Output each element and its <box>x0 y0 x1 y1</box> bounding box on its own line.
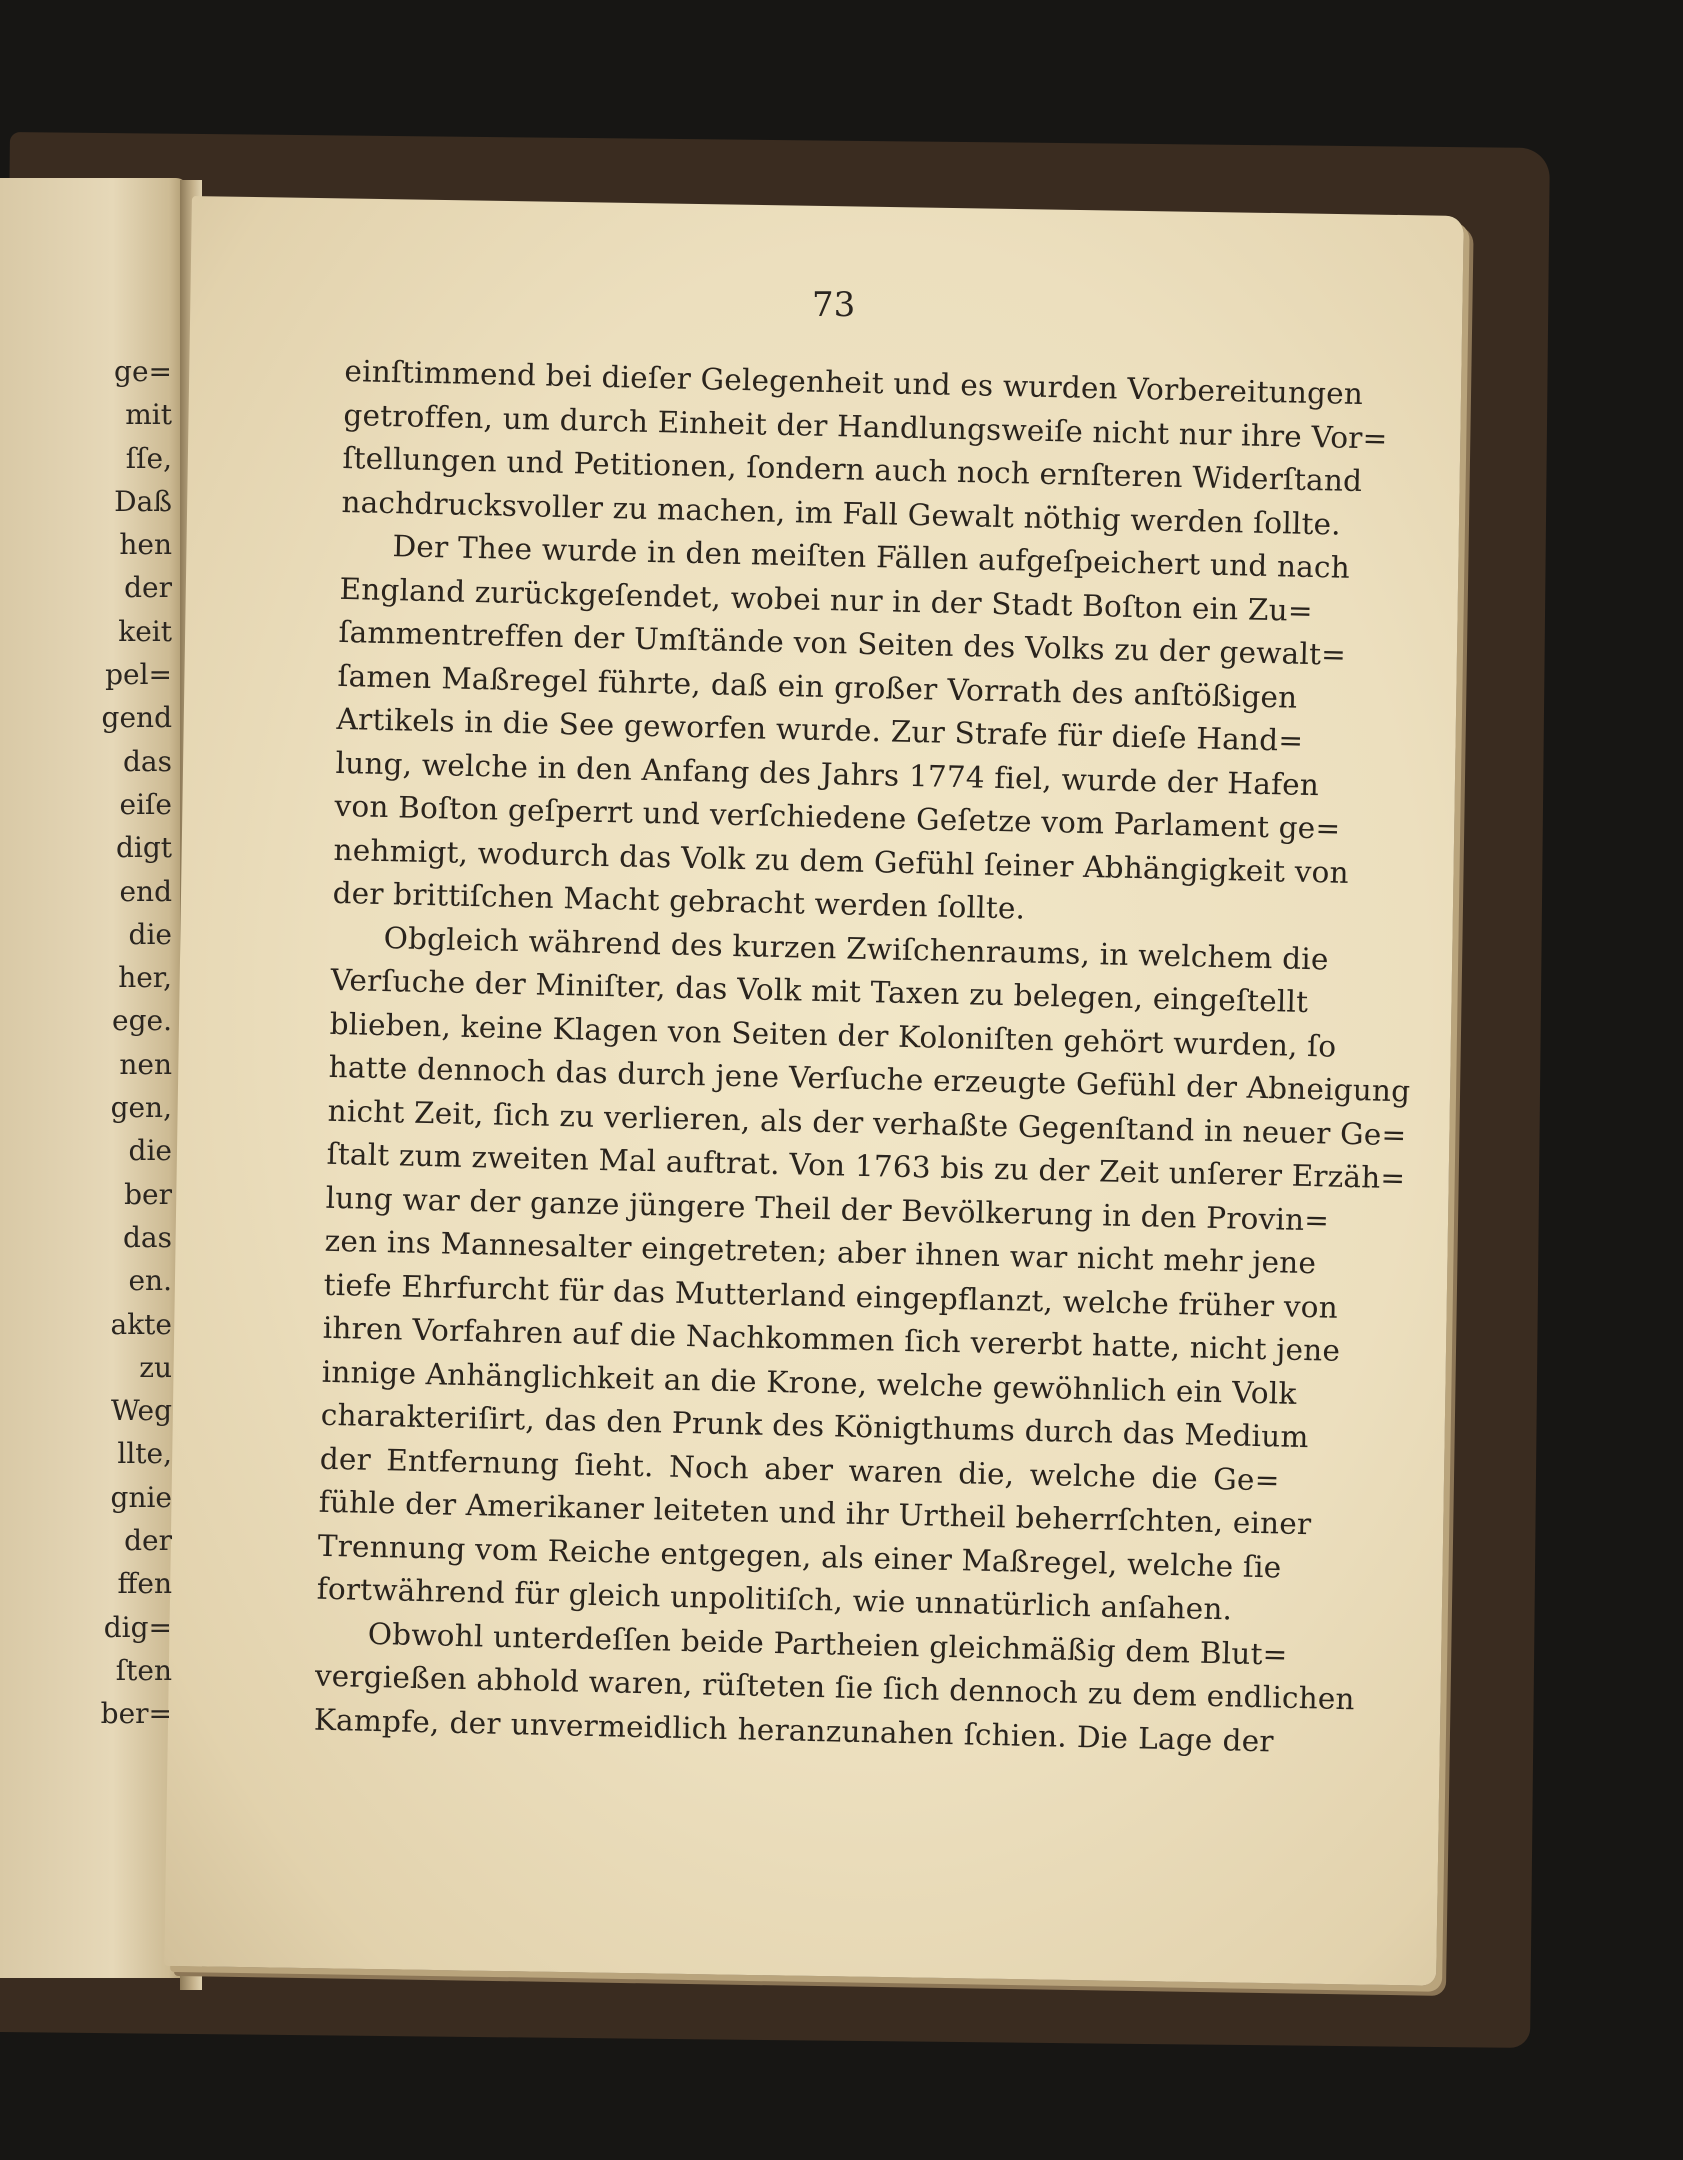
text-line: England zurückgeſendet, wobei nur in der Stadt Boſton ein Zu= <box>339 571 1314 628</box>
left-line: ſſe, <box>125 441 172 475</box>
page-number: 73 <box>812 285 856 325</box>
left-line: ge= <box>114 355 172 388</box>
left-page-text <box>0 350 176 1736</box>
text-line: der Entfernung ſieht. Noch aber waren die, welche die Ge= <box>319 1441 1280 1497</box>
left-line: die <box>128 1134 172 1168</box>
text-line: vergießen abhold waren, rüſteten ſie ſich dennoch zu dem endlichen <box>314 1658 1356 1717</box>
left-line: das <box>123 1220 172 1254</box>
left-line: ber <box>124 1177 172 1211</box>
left-line: ber= <box>100 1697 172 1731</box>
text-line: innige Anhänglichkeit an die Krone, welche gewöhnlich ein Volk <box>321 1354 1297 1411</box>
left-line: akte <box>110 1307 172 1341</box>
text-line: ſtalt zum zweiten Mal auftrat. Von 1763 bis zu der Zeit unſerer Erzäh= <box>326 1136 1406 1196</box>
text-line: ſamen Maßregel führte, daß ein großer Vorrath des anſtößigen <box>337 658 1298 715</box>
left-line: zu <box>139 1350 172 1384</box>
left-line: gend <box>101 701 172 735</box>
text-line: Trennung vom Reiche entgegen, als einer Maßregel, welche ſie <box>317 1528 1282 1585</box>
left-line: Weg <box>111 1394 172 1428</box>
text-line: blieben, keine Klagen von Seiten der Koloniſten gehört wurden, ſo <box>329 1006 1337 1064</box>
text-line: nicht Zeit, ſich zu verlieren, als der verhaßte Gegenſtand in neuer Ge= <box>327 1093 1407 1152</box>
text-line: lung war der ganze jüngere Theil der Bevölkerung in den Provin= <box>325 1180 1330 1238</box>
left-line: ege. <box>112 1004 172 1038</box>
text-line: einſtimmend bei dieſer Gelegenheit und es wurden Vorbereitungen <box>344 353 1364 412</box>
left-line: en. <box>128 1264 172 1298</box>
left-line: dig= <box>103 1610 172 1644</box>
left-line: der <box>124 1524 172 1558</box>
text-line: nehmigt, wodurch das Volk zu dem Gefühl ſeiner Abhängigkeit von <box>333 832 1350 890</box>
left-line: die <box>128 917 172 951</box>
left-line: Daß <box>114 484 172 518</box>
text-line: fortwährend für gleich unpolitiſch, wie unnatürlich anſahen. <box>316 1571 1233 1627</box>
text-line: zen ins Mannesalter eingetreten; aber ihnen war nicht mehr jene <box>324 1223 1317 1281</box>
left-line: pel= <box>105 658 172 692</box>
text-line: fühle der Amerikaner leiteten und ihr Urtheil beherrſchten, einer <box>318 1484 1312 1542</box>
text-line: nachdrucksvoller zu machen, im Fall Gewalt nöthig werden ſollte. <box>341 484 1342 542</box>
text-line: ſammentreffen der Umſtände von Seiten des Volks zu der gewalt= <box>338 614 1347 672</box>
body-text <box>313 350 1411 1763</box>
left-line: digt <box>115 831 172 865</box>
text-line: ihren Vorfahren auf die Nachkommen ſich vererbt hatte, nicht jene <box>322 1310 1341 1368</box>
text-line: der brittiſchen Macht gebracht werden ſollte. <box>332 875 1026 926</box>
left-line: hen <box>119 528 172 562</box>
text-line: ſtellungen und Petitionen, ſondern auch noch ernſteren Widerſtand <box>342 440 1363 499</box>
text-line: Artikels in die See geworfen wurde. Zur Strafe für dieſe Hand= <box>336 701 1304 758</box>
left-line: end <box>119 874 172 908</box>
left-line: mit <box>125 398 172 432</box>
left-line: gnie <box>110 1480 172 1514</box>
text-line: charakteriſirt, das den Prunk des Königthums durch das Medium <box>320 1397 1310 1455</box>
text-line: lung, welche in den Anfang des Jahrs 1774 fiel, wurde der Hafen <box>335 745 1320 802</box>
text-line: hatte dennoch das durch jene Verſuche erzeugte Gefühl der Abneigung <box>328 1049 1411 1109</box>
text-line: Kampfe, der unvermeidlich heranzunahen ſchien. Die Lage der <box>313 1702 1275 1758</box>
left-line: her, <box>118 961 172 995</box>
text-line: Verſuche der Miniſter, das Volk mit Taxen zu belegen, eingeſtellt <box>330 962 1309 1020</box>
left-line: eiſe <box>119 787 172 821</box>
left-line: das <box>123 744 172 778</box>
left-line: llte, <box>117 1437 172 1471</box>
text-line: Obgleich während des kurzen Zwiſchenraums, in welchem die <box>383 920 1329 976</box>
left-line: nen <box>119 1047 172 1081</box>
text-line: tiefe Ehrfurcht für das Mutterland eingepflanzt, welche früher von <box>323 1267 1339 1325</box>
text-line: getroffen, um durch Einheit der Handlungsweiſe nicht nur ihre Vor= <box>343 397 1388 456</box>
left-line: gen, <box>110 1091 172 1125</box>
left-line: ffen <box>117 1567 172 1601</box>
left-line: ſten <box>115 1653 172 1687</box>
text-line: von Boſton geſperrt und verſchiedene Geſetze vom Parlament ge= <box>334 788 1341 846</box>
text-line: Der Thee wurde in den meiſten Fällen aufgeſpeichert und nach <box>392 529 1351 585</box>
text-line: Obwohl unterdeſſen beide Partheien gleichmäßig dem Blut= <box>367 1616 1288 1672</box>
left-line: der <box>124 571 172 605</box>
left-line: keit <box>118 614 172 648</box>
